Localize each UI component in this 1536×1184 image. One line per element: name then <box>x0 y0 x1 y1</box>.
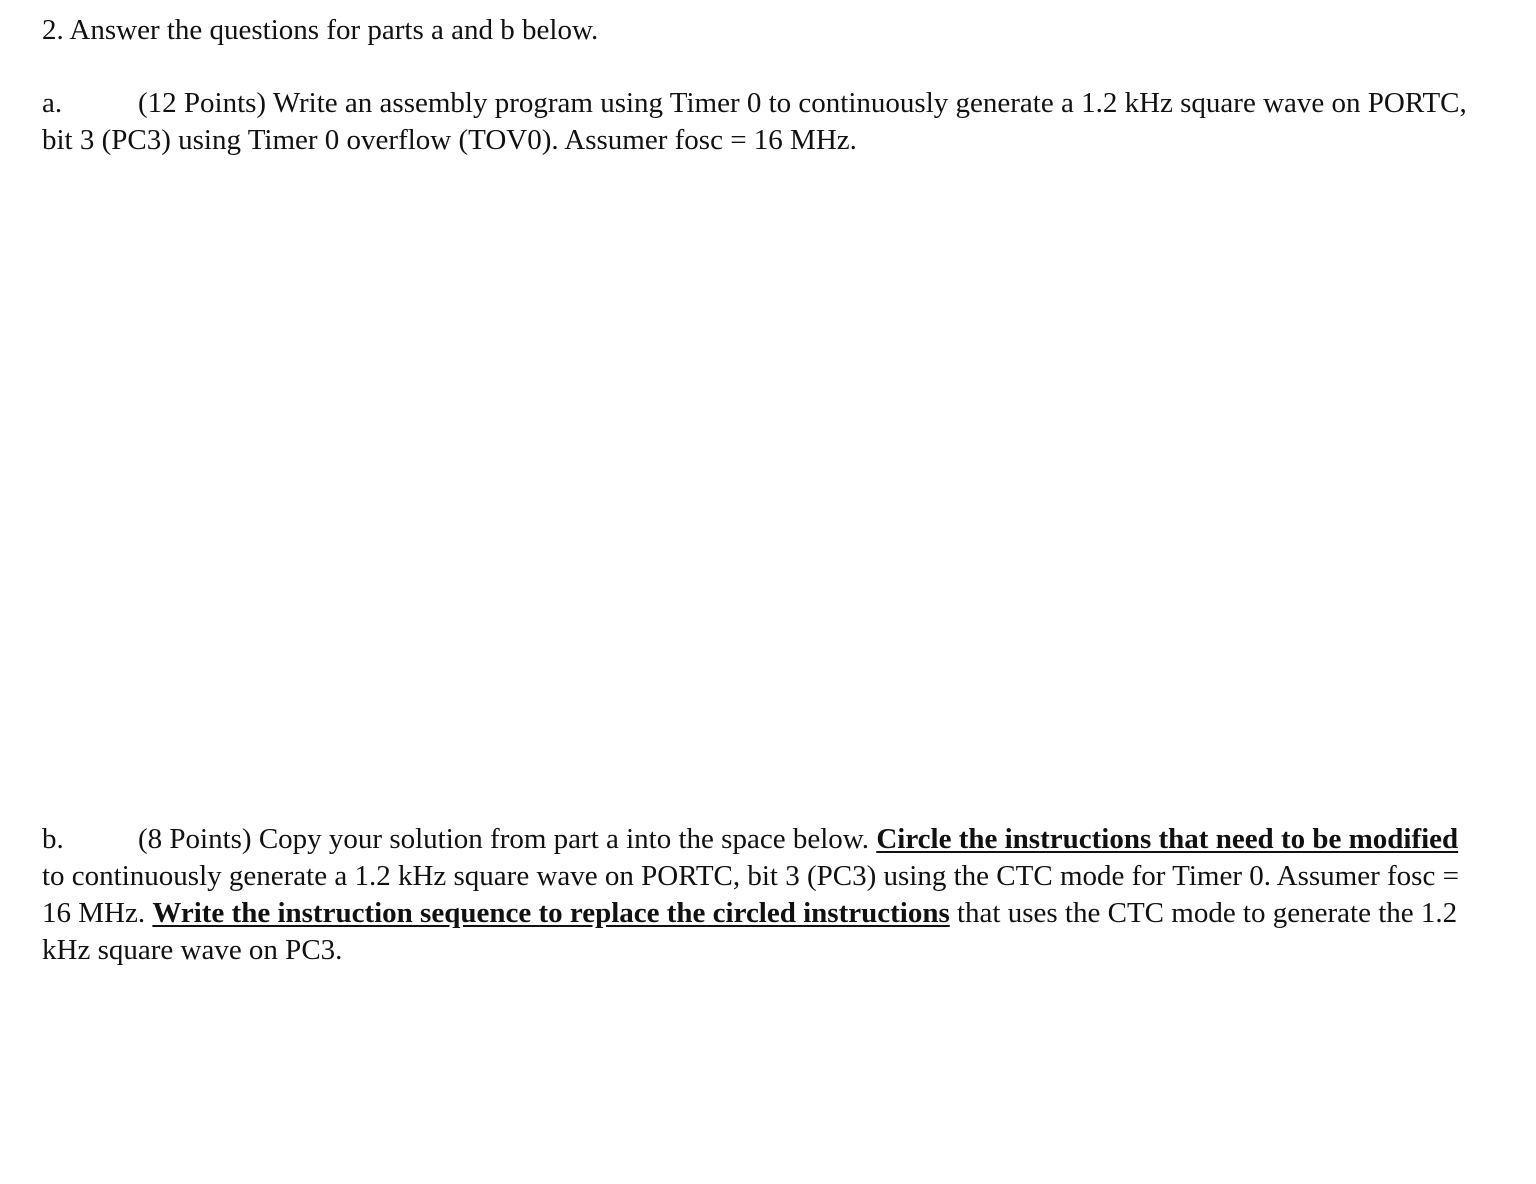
part-b-emphasis-2: Write the instruction sequence to replace the circled instructions <box>152 897 950 929</box>
part-a-answer-space[interactable] <box>42 170 1482 800</box>
part-b-text-1: (8 Points) Copy your solution from part a into the space below. <box>138 823 877 855</box>
part-a-paragraph <box>42 85 1482 159</box>
part-b-emphasis-1: Circle the instructions that need to be modified <box>876 823 1459 855</box>
part-b-label: b. <box>42 823 64 855</box>
question-heading: 2. Answer the questions for parts a and b below. <box>42 14 599 46</box>
part-b-paragraph <box>42 821 1482 969</box>
part-a-text: (12 Points) Write an assembly program using Timer 0 to continuously generate a 1.2 kHz square wave on PORTC, bit 3 (PC3) using Timer 0 overflow (TOV0). Assumer fosc = 16 MHz. <box>42 87 1467 156</box>
part-b-text-2: to continuously generate a 1.2 kHz square wave on PORTC, bit 3 (PC3) using the CTC mode for Timer 0. Assumer fosc = 16 MHz. <box>42 860 1459 929</box>
part-b-text-3: that uses the CTC mode to generate the 1.2 kHz square wave on PC3. <box>42 897 1458 966</box>
part-a-label: a. <box>42 87 63 119</box>
part-b-answer-space[interactable] <box>42 975 1482 1175</box>
